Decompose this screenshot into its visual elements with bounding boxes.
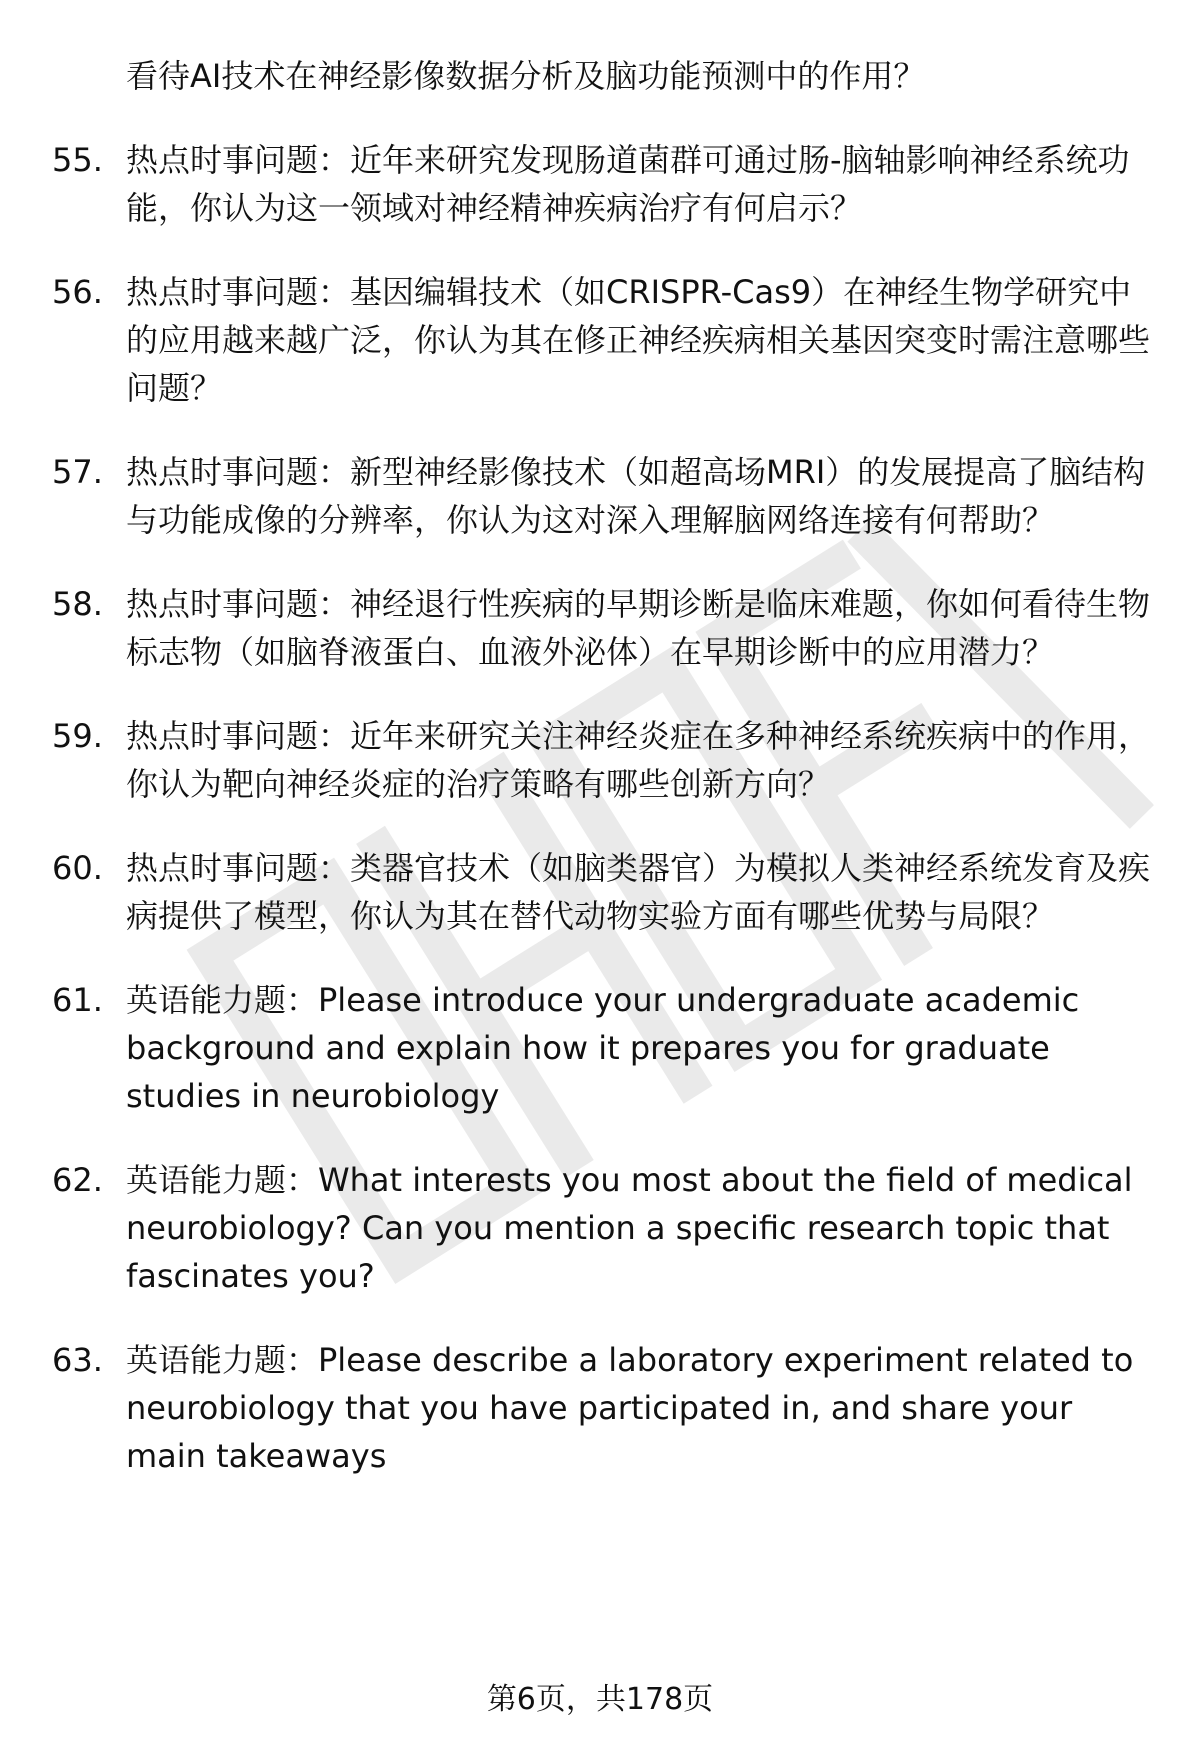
list-item <box>52 844 1162 940</box>
list-item <box>52 976 1162 1120</box>
question-text: 看待AI技术在神经影像数据分析及脑功能预测中的作用？ <box>126 57 926 95</box>
list-item <box>52 1156 1162 1300</box>
list-item <box>52 268 1162 412</box>
question-text: 热点时事问题：近年来研究发现肠道菌群可通过肠-脑轴影响神经系统功能，你认为这一领域对神经精神疾病治疗有何启示？ <box>126 141 1130 227</box>
question-text: 热点时事问题：类器官技术（如脑类器官）为模拟人类神经系统发育及疾病提供了模型，你认为其在替代动物实验方面有哪些优势与局限？ <box>126 849 1151 935</box>
question-text: 热点时事问题：神经退行性疾病的早期诊断是临床难题，你如何看待生物标志物（如脑脊液蛋白、血液外泌体）在早期诊断中的应用潜力？ <box>126 585 1151 671</box>
question-number: 62. <box>52 1161 103 1199</box>
question-number: 58. <box>52 585 103 623</box>
question-text: 热点时事问题：基因编辑技术（如CRISPR-Cas9）在神经生物学研究中的应用越来越广泛，你认为其在修正神经疾病相关基因突变时需注意哪些问题？ <box>126 273 1151 407</box>
question-number: 61. <box>52 981 103 1019</box>
question-number: 59. <box>52 717 103 755</box>
page-number-footer: 第6页，共178页 <box>486 1682 714 1717</box>
list-item <box>52 712 1162 808</box>
list-item <box>52 52 1162 100</box>
question-text: 热点时事问题：近年来研究关注神经炎症在多种神经系统疾病中的作用，你认为靶向神经炎症的治疗策略有哪些创新方向？ <box>126 717 1151 803</box>
list-item <box>52 1336 1162 1480</box>
question-number: 63. <box>52 1341 103 1379</box>
list-item <box>52 448 1162 544</box>
question-list <box>52 52 1162 1516</box>
question-text: 英语能力题：What interests you most about the field of medical neurobiology? Can you mention a specific research topic that fascinates you? <box>126 1161 1133 1295</box>
question-number: 56. <box>52 273 103 311</box>
question-number: 55. <box>52 141 103 179</box>
question-number: 60. <box>52 849 103 887</box>
question-number: 57. <box>52 453 103 491</box>
question-text: 热点时事问题：新型神经影像技术（如超高场MRI）的发展提高了脑结构与功能成像的分辨率，你认为这对深入理解脑网络连接有何帮助？ <box>126 453 1146 539</box>
list-item <box>52 136 1162 232</box>
list-item <box>52 580 1162 676</box>
question-text: 英语能力题：Please describe a laboratory experiment related to neurobiology that you have participated in, and share your main takeaways <box>126 1341 1134 1475</box>
question-text: 英语能力题：Please introduce your undergraduate academic background and explain how it prepares you for graduate studies in neurobiology <box>126 981 1080 1115</box>
